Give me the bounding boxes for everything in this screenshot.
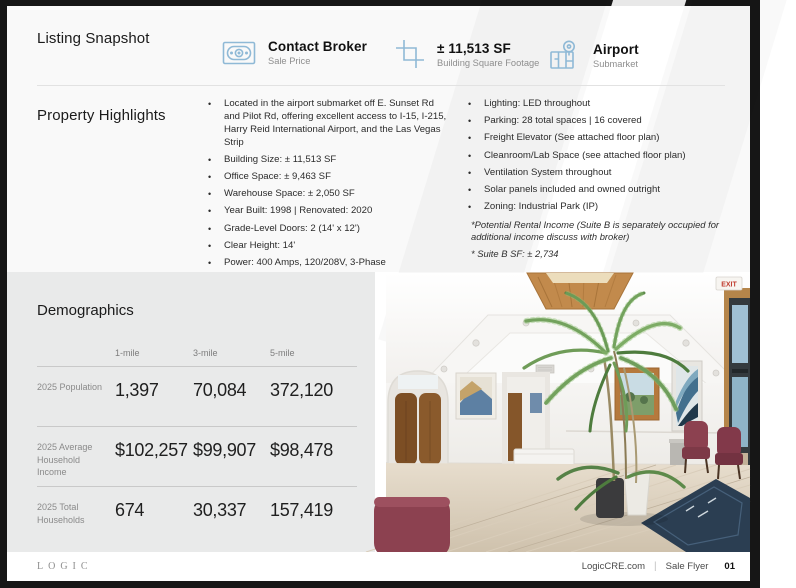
property-highlights-title: Property Highlights xyxy=(37,107,166,124)
highlight-item: • Clear Height: 14' xyxy=(205,240,450,253)
highlight-item: • Grade-Level Doors: 2 (14' x 12') xyxy=(205,223,450,236)
note-text: *Potential Rental Income (Suite B is separately occupied for additional income discuss with broker) xyxy=(471,218,720,243)
demographics-title: Demographics xyxy=(37,302,134,319)
listing-snapshot-title: Listing Snapshot xyxy=(37,30,150,47)
snapshot-item-sale-price xyxy=(222,39,367,66)
column-header: 1-mile xyxy=(115,348,140,358)
row-label: 2025 Population xyxy=(37,382,103,392)
logic-logo: LOGIC xyxy=(37,561,93,572)
note-text: * Suite B SF: ± 2,734 xyxy=(471,248,559,260)
footer-separator: | xyxy=(654,561,657,572)
snapshot-item-square-footage xyxy=(395,39,539,69)
snapshot-value: Airport xyxy=(593,41,639,57)
highlight-item: • Lighting: LED throughout xyxy=(465,98,740,111)
crop-icon xyxy=(395,39,425,69)
section-divider xyxy=(37,85,725,86)
snapshot-label: Sale Price xyxy=(268,56,311,66)
row-label: 2025 Total Households xyxy=(37,502,85,525)
highlight-item: • Cleanroom/Lab Space (see attached floor plan) xyxy=(465,150,740,163)
footer-website-link[interactable]: LogicCRE.com xyxy=(581,561,646,572)
footer-page-number: 01 xyxy=(724,561,735,572)
snapshot-item-submarket xyxy=(549,39,639,71)
table-value: 1,397 xyxy=(115,380,159,400)
highlights-left-column xyxy=(205,98,450,292)
table-value: 674 xyxy=(115,500,145,520)
highlight-item: • Year Built: 1998 | Renovated: 2020 xyxy=(205,205,450,218)
map-pin-icon xyxy=(549,39,581,71)
exit-sign xyxy=(716,277,742,290)
demographics-table xyxy=(37,336,357,546)
footer xyxy=(7,552,750,581)
highlight-item: • Power: 400 Amps, 120/208V, 3-Phase xyxy=(205,257,450,270)
svg-text:EXIT: EXIT xyxy=(721,281,737,289)
demographics-panel xyxy=(7,272,375,552)
flyer-page xyxy=(7,6,750,581)
highlight-item: • Located in the airport submarket off E. Sunset Rd and Pilot Rd, offering excellent access to I-15, I-215, Harry Reid International Airport, and the Las Vegas Strip xyxy=(205,98,450,149)
highlight-item: • Ventilation System throughout xyxy=(465,167,740,180)
highlight-item: • Zoning: Industrial Park (IP) xyxy=(465,201,740,214)
row-label: 2025 Average Household Income xyxy=(37,442,93,478)
table-value: 70,084 xyxy=(193,380,247,400)
highlights-right-column xyxy=(465,98,740,261)
top-section xyxy=(7,6,750,272)
table-value: $99,907 xyxy=(193,440,256,460)
lobby-photo xyxy=(386,273,750,552)
table-value: $102,257 xyxy=(115,440,188,460)
banknote-icon xyxy=(222,41,256,65)
highlight-item: • Parking: 28 total spaces | 16 covered xyxy=(465,115,740,128)
highlight-item: • Solar panels included and owned outright xyxy=(465,184,740,197)
snapshot-value: ± 11,513 SF xyxy=(437,40,511,56)
highlight-item: • Building Size: ± 11,513 SF xyxy=(205,154,450,167)
snapshot-label: Building Square Footage xyxy=(437,57,540,68)
highlight-item: • Freight Elevator (See attached floor plan) xyxy=(465,132,740,145)
highlight-notes xyxy=(465,219,740,261)
snapshot-label: Submarket xyxy=(593,58,638,69)
highlight-item: • Office Space: ± 9,463 SF xyxy=(205,171,450,184)
table-value: $98,478 xyxy=(270,440,333,460)
snapshot-value: Contact Broker xyxy=(268,39,367,54)
highlight-item: • Warehouse Space: ± 2,050 SF xyxy=(205,188,450,201)
column-header: 5-mile xyxy=(270,348,295,358)
table-value: 372,120 xyxy=(270,380,333,400)
table-value: 30,337 xyxy=(193,500,247,520)
column-header: 3-mile xyxy=(193,348,218,358)
footer-doc-type: Sale Flyer xyxy=(665,561,709,572)
table-value: 157,419 xyxy=(270,500,333,520)
